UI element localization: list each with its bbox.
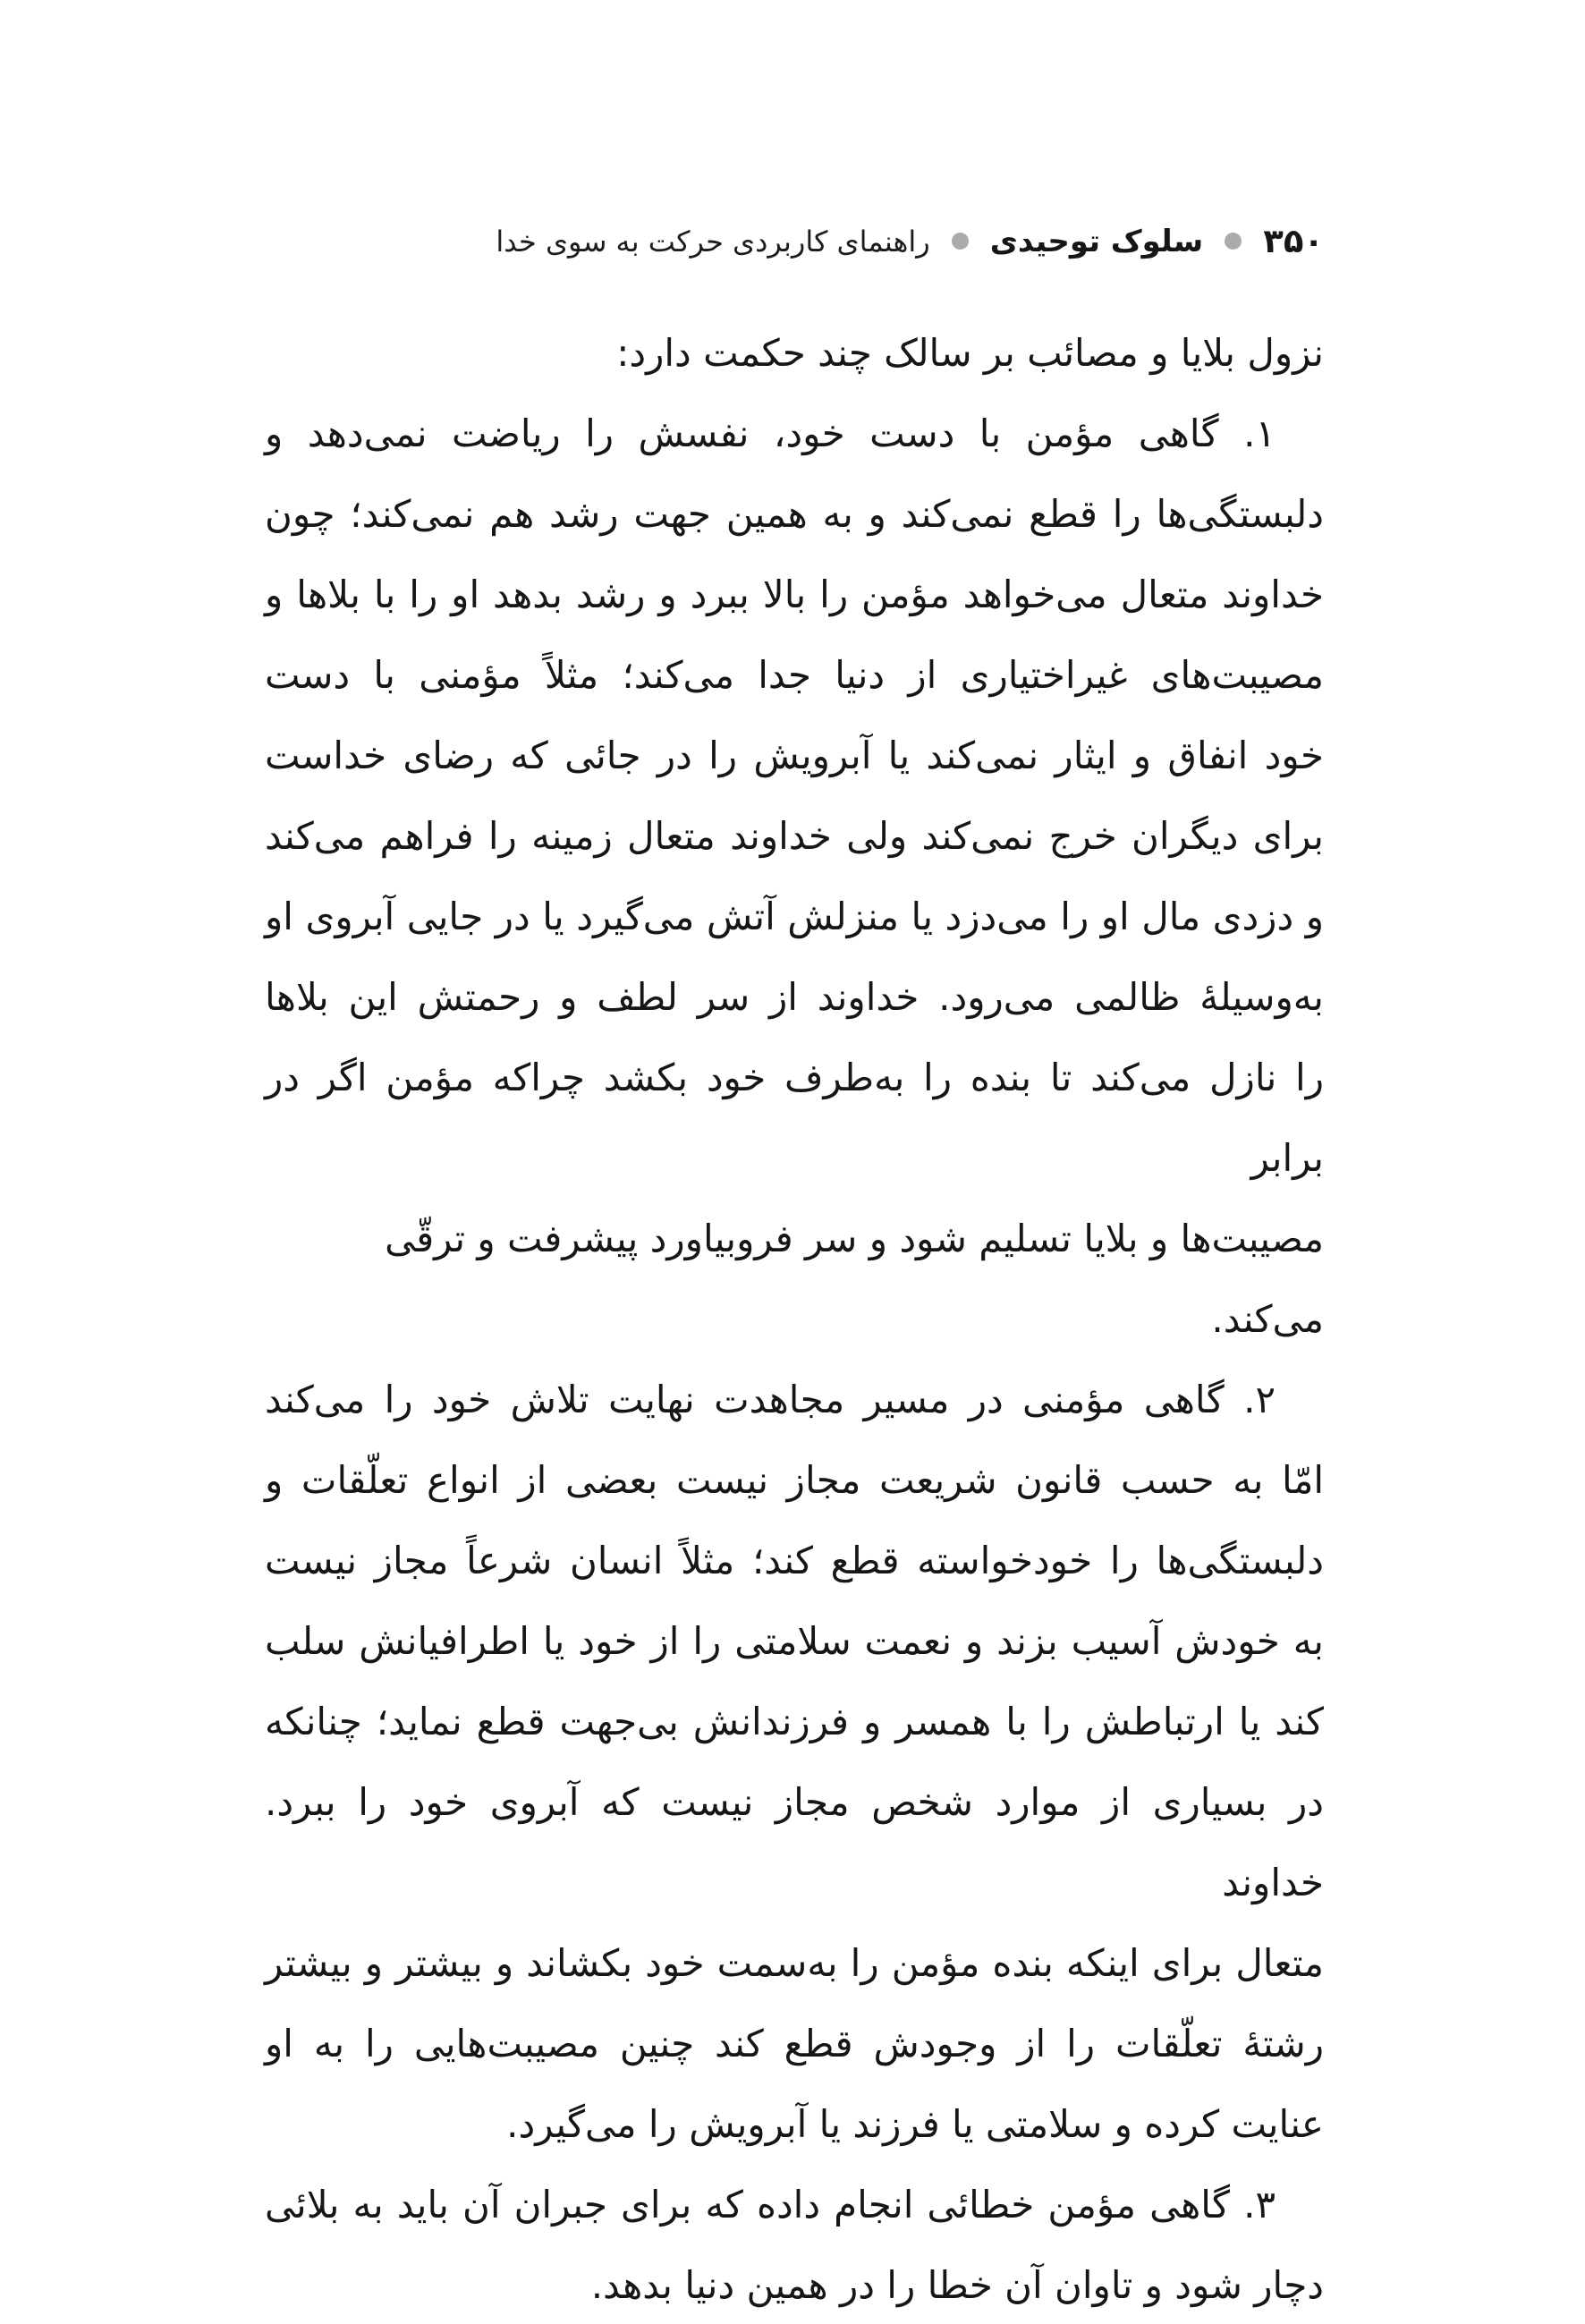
text-line: رشتۀ تعلّقات را از وجودش قطع کند چنین مصیبت‌هایی را به او	[265, 2022, 1324, 2065]
text-line: ۱. گاهی مؤمن با دست خود، نفسش را ریاضت نمی‌دهد و	[265, 411, 1276, 455]
text-line: ۲. گاهی مؤمنی در مسیر مجاهدت نهایت تلاش خود را می‌کند	[265, 1378, 1276, 1421]
text-line: دلبستگی‌ها را قطع نمی‌کند و به همین جهت رشد هم نمی‌کند؛ چون	[265, 492, 1324, 536]
text-line: به خودش آسیب بزند و نعمت سلامتی را از خود یا اطرافیانش سلب	[265, 1619, 1324, 1663]
text-line: امّا به حسب قانون شریعت مجاز نیست بعضی از انواع تعلّقات و	[265, 1458, 1324, 1502]
page-header	[265, 222, 1324, 260]
text-line: کند یا ارتباطش را با همسر و فرزندانش بی‌جهت قطع نماید؛ چنانکه	[265, 1700, 1324, 1743]
text-line: برای دیگران خرج نمی‌کند ولی خداوند متعال زمینه را فراهم می‌کند	[265, 814, 1324, 858]
text-line: مصیبت‌ها و بلایا تسلیم شود و سر فروبیاورد پیشرفت و ترقّی می‌کند.	[385, 1217, 1324, 1341]
text-line: مصیبت‌های غیراختیاری از دنیا جدا می‌کند؛ مثلاً مؤمنی با دست	[265, 653, 1324, 697]
text-line: و دزدی مال او را می‌دزد یا منزلش آتش می‌گیرد یا در جایی آبروی او	[265, 895, 1324, 938]
text-line: را نازل می‌کند تا بنده را به‌طرف خود بکشد چراکه مؤمن اگر در برابر	[265, 1056, 1324, 1180]
text-line: خود انفاق و ایثار نمی‌کند یا آبرویش را در جائی که رضای خداست	[265, 734, 1324, 777]
chapter-title: راهنمای کاربردی حرکت به سوی خدا	[496, 224, 930, 259]
text-line: دچار شود و تاوان آن خطا را در همین دنیا بدهد.	[590, 2263, 1324, 2307]
book-title: سلوک توحیدی	[989, 223, 1204, 259]
body-text	[265, 313, 1324, 2324]
text-line: خداوند متعال می‌خواهد مؤمن را بالا ببرد و رشد بدهد او را با بلاها و	[265, 573, 1324, 616]
text-line: در بسیاری از موارد شخص مجاز نیست که آبروی خود را ببرد. خداوند	[265, 1780, 1324, 1904]
text-line: ۳. گاهی مؤمن خطائی انجام داده که برای جبران آن باید به بلائی	[265, 2183, 1276, 2226]
separator-bullet-icon	[1225, 233, 1242, 250]
text-line: عنایت کرده و سلامتی یا فرزند یا آبرویش را می‌گیرد.	[506, 2102, 1324, 2146]
separator-bullet-icon	[952, 233, 969, 250]
text-line: به‌وسیلۀ ظالمی می‌رود. خداوند از سر لطف و رحمتش این بلاها	[265, 975, 1324, 1019]
page-number: ۳۵۰	[1263, 222, 1324, 260]
text-line: نزول بلایا و مصائب بر سالک چند حکمت دارد:	[616, 331, 1324, 375]
text-line: متعال برای اینکه بنده مؤمن را به‌سمت خود بکشاند و بیشتر و بیشتر	[265, 1941, 1324, 1985]
text-line: دلبستگی‌ها را خودخواسته قطع کند؛ مثلاً انسان شرعاً مجاز نیست	[265, 1539, 1324, 1582]
